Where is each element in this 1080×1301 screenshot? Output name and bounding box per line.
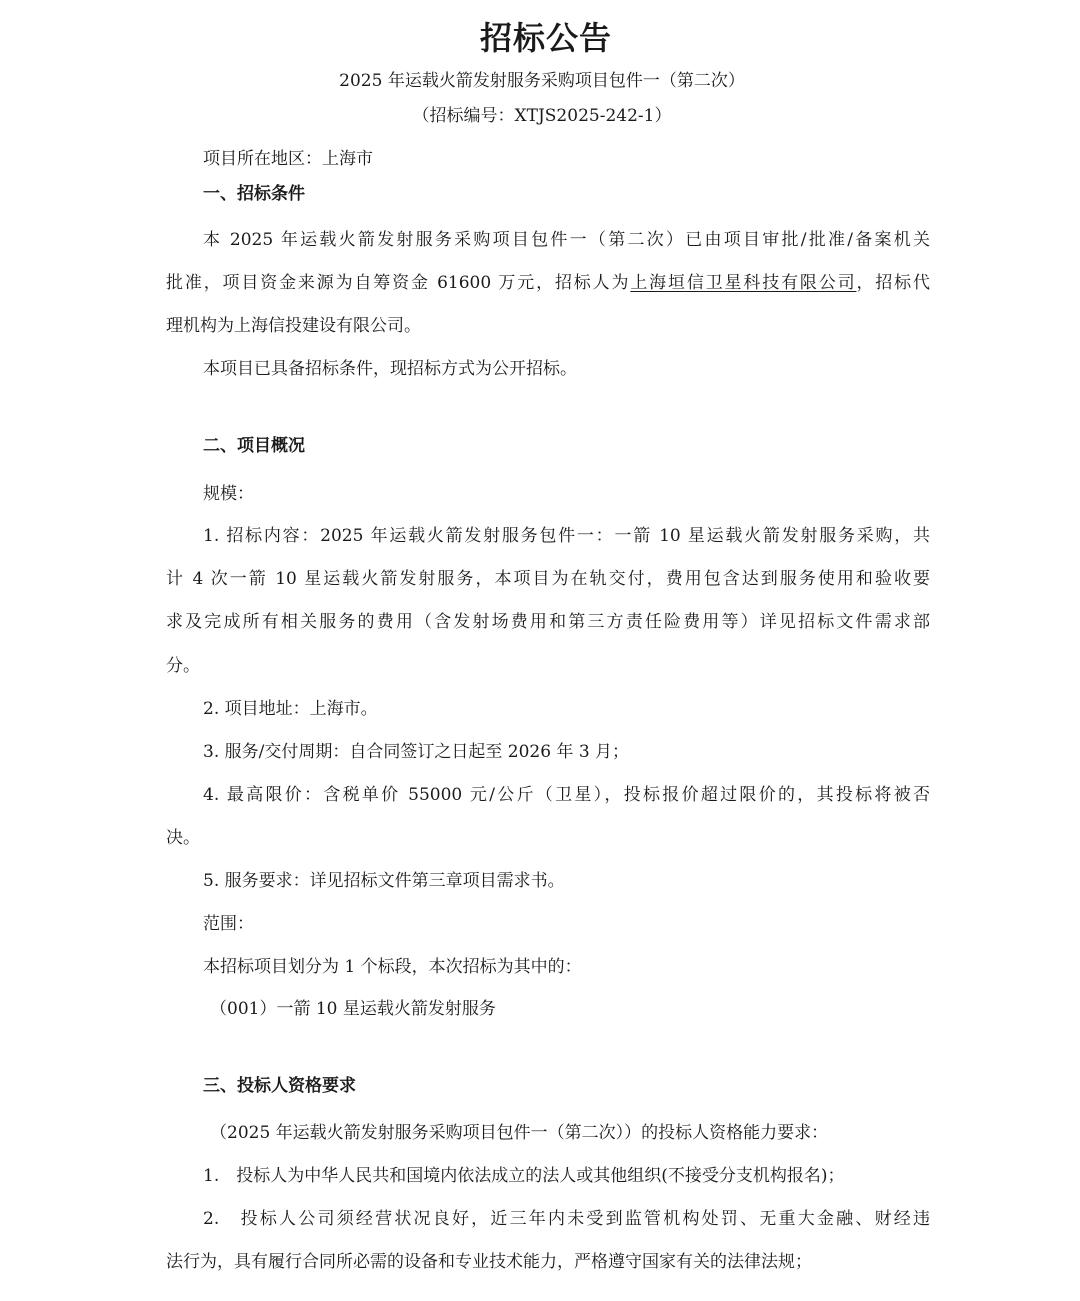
section-1-paragraph-2: 本项目已具备招标条件，现招标方式为公开招标。	[203, 359, 577, 379]
paragraph-text: 批准，项目资金来源为自筹资金 61600 万元，招标人为	[166, 273, 631, 293]
section-1-heading: 一、招标条件	[203, 184, 305, 204]
tenderer-name: 上海垣信卫星科技有限公司	[630, 273, 857, 293]
item-1-line-2: 计 4 次一箭 10 星运载火箭发射服务，本项目为在轨交付，费用包含达到服务使用和验收要	[166, 569, 930, 589]
requirement-2-line-1: 2. 投标人公司须经营状况良好，近三年内未受到监管机构处罚、无重大金融、财经违	[203, 1209, 930, 1229]
section-3-heading: 三、投标人资格要求	[203, 1076, 356, 1096]
requirement-1: 1. 投标人为中华人民共和国境内依法成立的法人或其他组织(不接受分支机构报名)；	[203, 1166, 845, 1186]
requirement-2-line-2: 法行为，具有履行合同所必需的设备和专业技术能力，严格遵守国家有关的法律法规；	[166, 1252, 812, 1272]
scope-label: 范围：	[203, 914, 254, 934]
section-1-paragraph-1-line-3: 理机构为上海信投建设有限公司。	[166, 316, 421, 336]
item-1-line-1: 1. 招标内容：2025 年运载火箭发射服务包件一：一箭 10 星运载火箭发射服务采购，共	[203, 526, 930, 546]
item-5: 5. 服务要求：详见招标文件第三章项目需求书。	[203, 871, 565, 891]
document-subtitle: 2025 年运载火箭发射服务采购项目包件一（第二次）	[339, 71, 745, 91]
section-2-heading: 二、项目概况	[203, 436, 305, 456]
tender-number: （招标编号：XTJS2025-242-1）	[412, 106, 672, 126]
item-1-line-4: 分。	[166, 656, 200, 676]
item-2: 2. 项目地址：上海市。	[203, 699, 378, 719]
section-1-paragraph-1-line-2	[166, 269, 930, 297]
qualification-intro: （2025 年运载火箭发射服务采购项目包件一（第二次））的投标人资格能力要求：	[210, 1123, 829, 1143]
document-title: 招标公告	[479, 19, 612, 57]
item-1-line-3: 求及完成所有相关服务的费用（含发射场费用和第三方责任险费用等）详见招标文件需求部	[166, 612, 930, 632]
project-location: 项目所在地区：上海市	[203, 149, 373, 169]
scope-text: 本招标项目划分为 1 个标段，本次招标为其中的：	[203, 957, 582, 977]
scale-label: 规模：	[203, 484, 254, 504]
item-4-line-2: 决。	[166, 828, 200, 848]
section-1-paragraph-1-line-1: 本 2025 年运载火箭发射服务采购项目包件一（第二次）已由项目审批/批准/备案机关	[203, 230, 930, 250]
paragraph-text: ，招标代	[856, 273, 930, 293]
item-4-line-1: 4. 最高限价：含税单价 55000 元/公斤（卫星），投标报价超过限价的，其投标将被否	[203, 785, 930, 805]
item-3: 3. 服务/交付周期：自合同签订之日起至 2026 年 3 月；	[203, 742, 630, 762]
lot-item: （001）一箭 10 星运载火箭发射服务	[210, 999, 496, 1019]
